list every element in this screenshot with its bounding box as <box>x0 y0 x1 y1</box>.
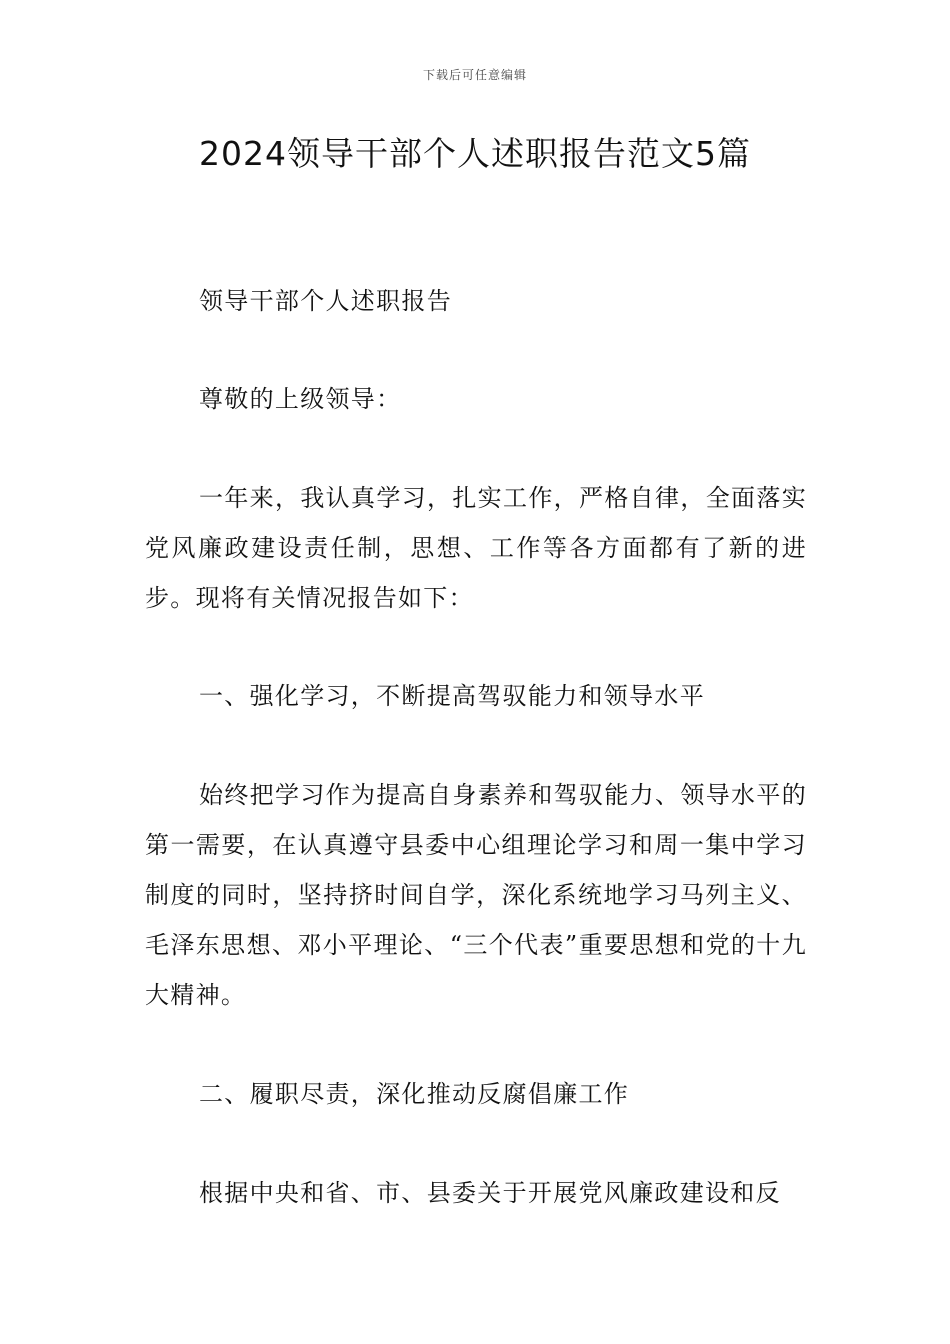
paragraph-report-heading: 领导干部个人述职报告 <box>199 287 452 315</box>
header-note: 下载后可任意编辑 <box>422 68 527 82</box>
paragraph-salutation: 尊敬的上级领导： <box>199 385 402 413</box>
document-title: 2024领导干部个人述职报告范文5篇 <box>199 134 751 173</box>
paragraph-section-1: 始终把学习作为提高自身素养和驾驭能力、领导水平的第一需要，在认真遵守县委中心组理论学习和周一集中学习制度的同时，坚持挤时间自学，深化系统地学习马列主义、毛泽东思想、邓小平理论、“三个代表”重要思想和党的十九大精神。 <box>145 781 807 1009</box>
section-heading-2: 二、履职尽责，深化推动反腐倡廉工作 <box>199 1080 630 1108</box>
paragraph-section-2: 根据中央和省、市、县委关于开展党风廉政建设和反 <box>199 1179 781 1207</box>
paragraph-intro: 一年来，我认真学习，扎实工作，严格自律，全面落实党风廉政建设责任制，思想、工作等各方面都有了新的进步。现将有关情况报告如下： <box>145 484 807 612</box>
section-heading-1: 一、强化学习，不断提高驾驭能力和领导水平 <box>199 682 705 710</box>
